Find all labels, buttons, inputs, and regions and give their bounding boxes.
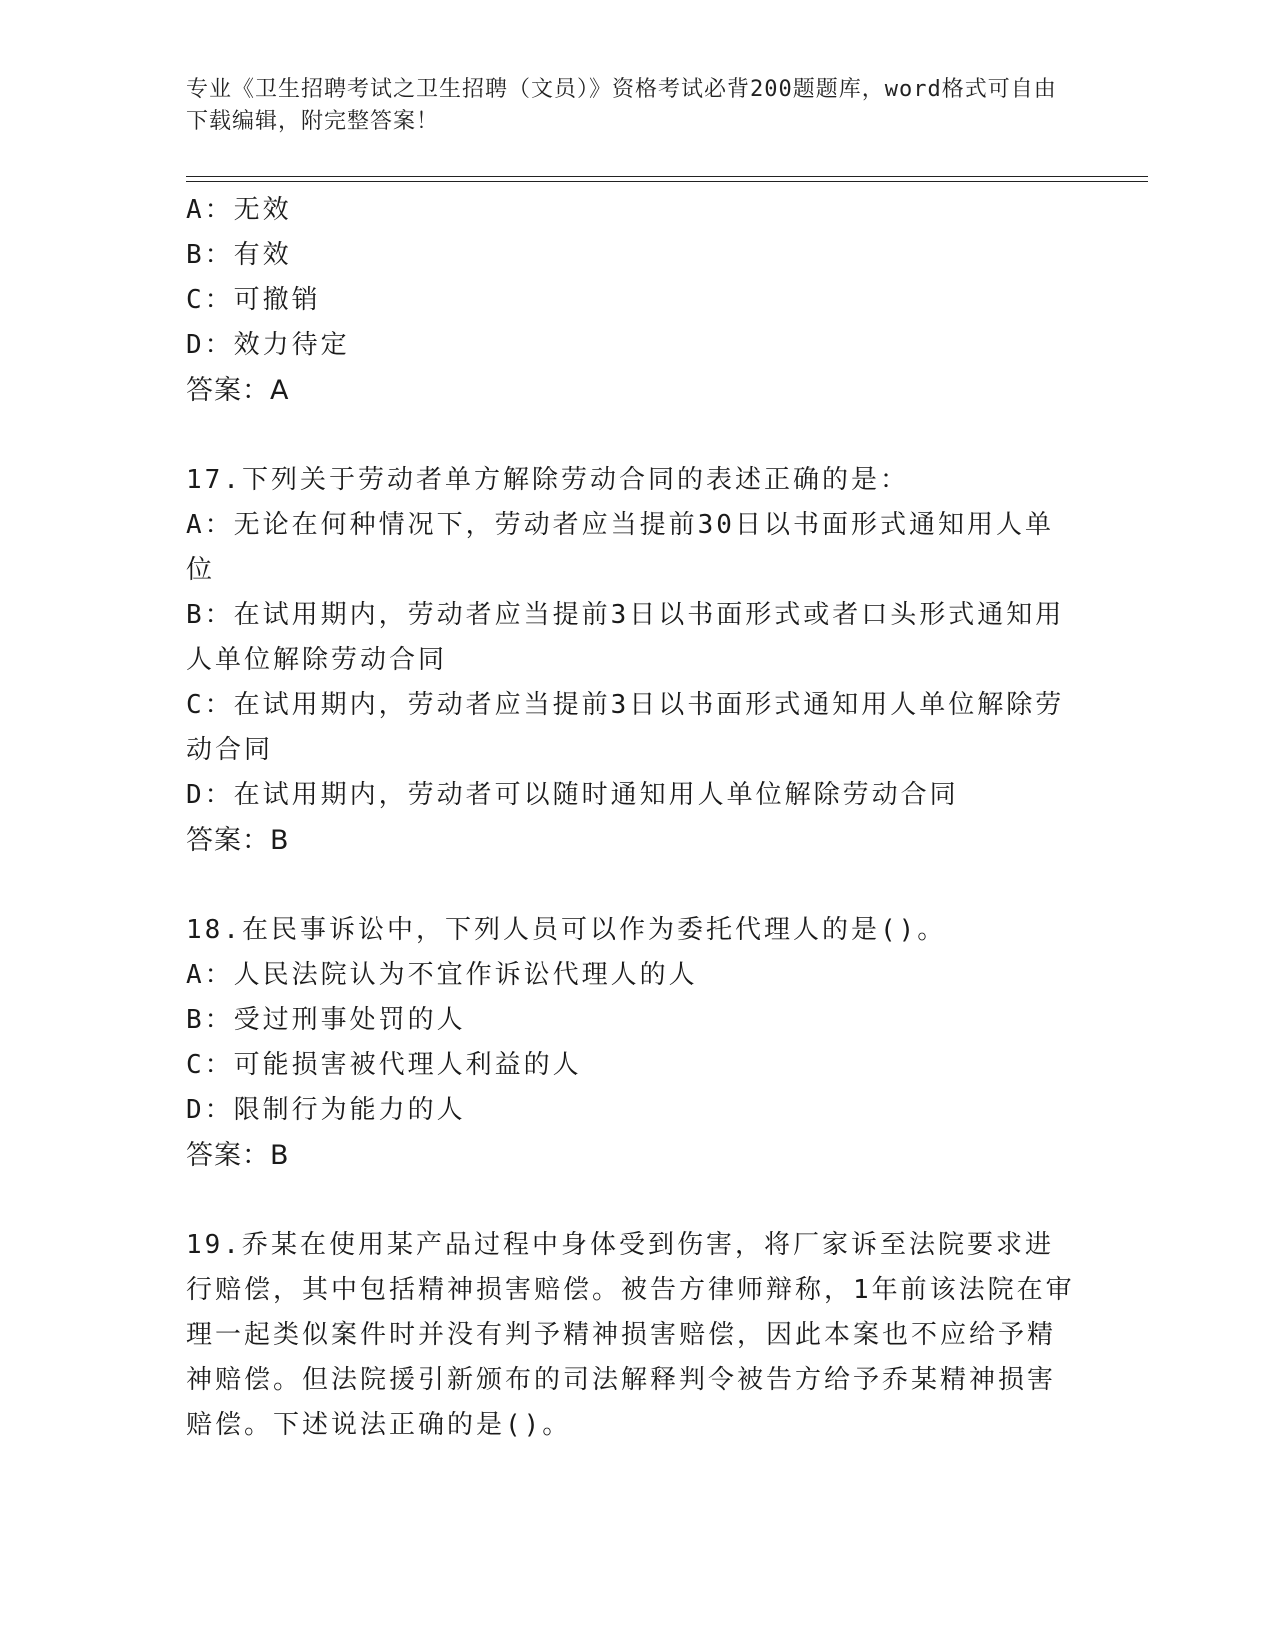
option-b: B：在试用期内，劳动者应当提前3日以书面形式或者口头形式通知用人单位解除劳动合同 [186,600,1065,675]
option-b: B：有效 [186,240,292,270]
header-rule-top [186,176,1148,177]
spacer [186,413,1076,458]
option-c: C：可能损害被代理人利益的人 [186,1050,582,1080]
question-17-text: 17.下列关于劳动者单方解除劳动合同的表述正确的是： [186,465,909,495]
option-a: A：人民法院认为不宜作诉讼代理人的人 [186,960,698,990]
question-17-block [186,458,1076,863]
spacer [186,863,1076,908]
option-d: D：限制行为能力的人 [186,1095,466,1125]
header-rule-bottom [186,181,1148,182]
question-16-block [186,188,1076,413]
spacer [186,1178,1076,1223]
option-c: C：可撤销 [186,285,321,315]
answer-16: 答案：A [186,375,290,406]
answer-18: 答案：B [186,1140,290,1171]
answer-17: 答案：B [186,825,290,856]
document-body [186,188,1076,1448]
question-18-text: 18.在民事诉讼中，下列人员可以作为委托代理人的是()。 [186,915,947,945]
option-c: C：在试用期内，劳动者应当提前3日以书面形式通知用人单位解除劳动合同 [186,690,1065,765]
option-a: A：无效 [186,195,292,225]
option-a: A：无论在何种情况下，劳动者应当提前30日以书面形式通知用人单位 [186,510,1054,585]
option-d: D：在试用期内，劳动者可以随时通知用人单位解除劳动合同 [186,780,959,810]
question-19-block [186,1223,1076,1448]
option-b: B：受过刑事处罚的人 [186,1005,466,1035]
document-header: 专业《卫生招聘考试之卫生招聘（文员）》资格考试必背200题题库，word格式可自由下载编辑，附完整答案！ [186,77,1057,134]
option-d: D：效力待定 [186,330,350,360]
question-18-block [186,908,1076,1178]
question-19-text: 19.乔某在使用某产品过程中身体受到伤害，将厂家诉至法院要求进行赔偿，其中包括精神损害赔偿。被告方律师辩称，1年前该法院在审理一起类似案件时并没有判予精神损害赔偿，因此本案也不应给予精神赔偿。但法院援引新颁布的司法解释判令被告方给予乔某精神损害赔偿。下述说法正确的是()。 [186,1230,1075,1440]
